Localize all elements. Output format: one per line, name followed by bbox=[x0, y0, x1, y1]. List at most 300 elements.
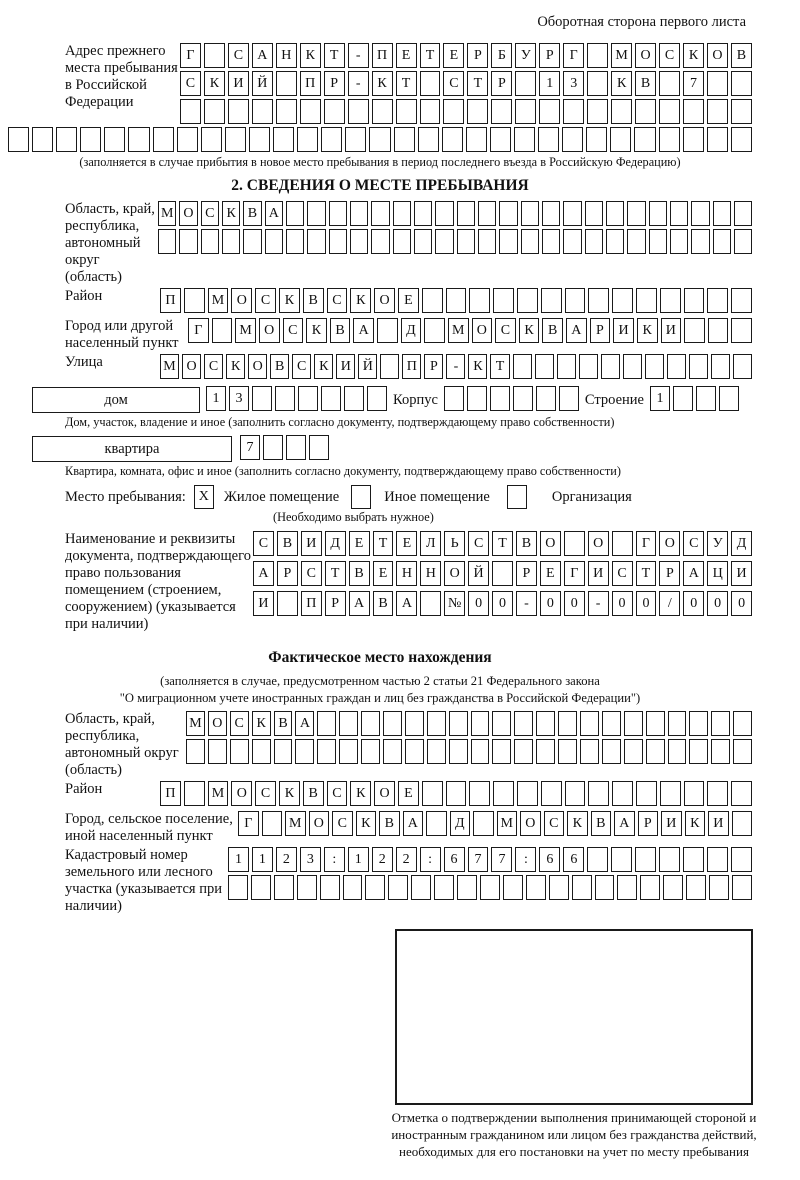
char-box[interactable]: У bbox=[515, 43, 536, 68]
char-box[interactable] bbox=[634, 127, 655, 152]
char-box[interactable] bbox=[466, 127, 487, 152]
char-box[interactable] bbox=[564, 531, 585, 556]
char-box[interactable]: Г bbox=[180, 43, 201, 68]
char-box[interactable] bbox=[184, 288, 205, 313]
char-box[interactable] bbox=[670, 229, 688, 254]
char-box[interactable] bbox=[320, 875, 340, 900]
char-box[interactable] bbox=[691, 201, 709, 226]
char-box[interactable]: С bbox=[612, 561, 633, 586]
char-box[interactable]: В bbox=[542, 318, 563, 343]
char-box[interactable] bbox=[514, 127, 535, 152]
char-box[interactable]: Е bbox=[396, 531, 417, 556]
char-box[interactable] bbox=[367, 386, 387, 411]
char-box[interactable]: М bbox=[160, 354, 179, 379]
char-box[interactable] bbox=[478, 229, 496, 254]
char-box[interactable]: : bbox=[515, 847, 536, 872]
char-box[interactable]: Т bbox=[324, 43, 345, 68]
char-box[interactable]: С bbox=[180, 71, 201, 96]
char-box[interactable] bbox=[201, 127, 222, 152]
char-box[interactable]: О bbox=[374, 288, 395, 313]
char-box[interactable] bbox=[411, 875, 431, 900]
char-box[interactable] bbox=[422, 288, 443, 313]
char-box[interactable] bbox=[420, 99, 441, 124]
char-box[interactable]: 0 bbox=[468, 591, 489, 616]
char-box[interactable] bbox=[252, 739, 271, 764]
char-box[interactable]: Г bbox=[563, 43, 584, 68]
char-box[interactable] bbox=[663, 875, 683, 900]
char-box[interactable] bbox=[521, 229, 539, 254]
char-box[interactable] bbox=[646, 739, 665, 764]
char-box[interactable] bbox=[513, 386, 533, 411]
char-box[interactable] bbox=[536, 711, 555, 736]
char-box[interactable] bbox=[492, 739, 511, 764]
char-box[interactable] bbox=[473, 811, 494, 836]
char-box[interactable]: К bbox=[519, 318, 540, 343]
char-box[interactable] bbox=[317, 711, 336, 736]
char-box[interactable] bbox=[565, 781, 586, 806]
char-box[interactable] bbox=[563, 201, 581, 226]
char-box[interactable]: И bbox=[661, 811, 682, 836]
char-box[interactable]: С bbox=[230, 711, 249, 736]
char-box[interactable]: И bbox=[301, 531, 322, 556]
char-box[interactable] bbox=[731, 781, 752, 806]
char-box[interactable]: С bbox=[327, 781, 348, 806]
char-box[interactable]: И bbox=[253, 591, 274, 616]
char-box[interactable] bbox=[683, 847, 704, 872]
char-box[interactable]: Д bbox=[731, 531, 752, 556]
char-box[interactable]: Р bbox=[638, 811, 659, 836]
char-box[interactable] bbox=[225, 127, 246, 152]
char-box[interactable]: Т bbox=[373, 531, 394, 556]
char-box[interactable]: К bbox=[204, 71, 225, 96]
char-box[interactable]: К bbox=[306, 318, 327, 343]
char-box[interactable]: / bbox=[659, 591, 680, 616]
char-box[interactable] bbox=[208, 739, 227, 764]
char-box[interactable]: - bbox=[348, 71, 369, 96]
char-box[interactable] bbox=[660, 288, 681, 313]
char-box[interactable]: С bbox=[292, 354, 311, 379]
char-box[interactable] bbox=[184, 781, 205, 806]
char-box[interactable] bbox=[580, 711, 599, 736]
char-box[interactable]: В bbox=[349, 561, 370, 586]
char-box[interactable] bbox=[689, 711, 708, 736]
checkbox-other-premises[interactable] bbox=[351, 485, 371, 509]
char-box[interactable] bbox=[668, 739, 687, 764]
char-box[interactable]: Е bbox=[540, 561, 561, 586]
char-box[interactable] bbox=[493, 288, 514, 313]
char-box[interactable]: Й bbox=[358, 354, 377, 379]
char-box[interactable] bbox=[610, 127, 631, 152]
char-box[interactable] bbox=[580, 739, 599, 764]
char-box[interactable] bbox=[277, 591, 298, 616]
char-box[interactable]: 1 bbox=[539, 71, 560, 96]
char-box[interactable]: А bbox=[295, 711, 314, 736]
char-box[interactable]: Р bbox=[325, 591, 346, 616]
char-box[interactable]: П bbox=[372, 43, 393, 68]
char-box[interactable]: М bbox=[497, 811, 518, 836]
char-box[interactable] bbox=[683, 99, 704, 124]
char-box[interactable]: 1 bbox=[348, 847, 369, 872]
char-box[interactable]: 1 bbox=[252, 847, 273, 872]
char-box[interactable] bbox=[422, 781, 443, 806]
char-box[interactable] bbox=[324, 99, 345, 124]
char-box[interactable]: Р bbox=[539, 43, 560, 68]
char-box[interactable] bbox=[177, 127, 198, 152]
char-box[interactable] bbox=[251, 875, 271, 900]
char-box[interactable] bbox=[734, 201, 752, 226]
char-box[interactable] bbox=[435, 229, 453, 254]
char-box[interactable] bbox=[559, 386, 579, 411]
char-box[interactable]: У bbox=[707, 531, 728, 556]
char-box[interactable] bbox=[645, 354, 664, 379]
char-box[interactable]: Т bbox=[490, 354, 509, 379]
char-box[interactable] bbox=[492, 561, 513, 586]
char-box[interactable] bbox=[8, 127, 29, 152]
char-box[interactable]: 3 bbox=[300, 847, 321, 872]
char-box[interactable]: - bbox=[446, 354, 465, 379]
char-box[interactable] bbox=[659, 847, 680, 872]
char-box[interactable]: А bbox=[403, 811, 424, 836]
char-box[interactable]: О bbox=[520, 811, 541, 836]
char-box[interactable] bbox=[212, 318, 233, 343]
char-box[interactable]: В bbox=[303, 288, 324, 313]
char-box[interactable]: К bbox=[372, 71, 393, 96]
char-box[interactable] bbox=[449, 711, 468, 736]
char-box[interactable]: Н bbox=[276, 43, 297, 68]
char-box[interactable]: С bbox=[443, 71, 464, 96]
char-box[interactable] bbox=[640, 875, 660, 900]
char-box[interactable]: 1 bbox=[228, 847, 249, 872]
char-box[interactable] bbox=[274, 739, 293, 764]
char-box[interactable]: 2 bbox=[396, 847, 417, 872]
char-box[interactable] bbox=[587, 99, 608, 124]
char-box[interactable] bbox=[612, 288, 633, 313]
char-box[interactable]: Е bbox=[349, 531, 370, 556]
char-box[interactable] bbox=[490, 127, 511, 152]
char-box[interactable] bbox=[297, 127, 318, 152]
char-box[interactable]: 6 bbox=[444, 847, 465, 872]
char-box[interactable]: В bbox=[516, 531, 537, 556]
char-box[interactable]: 7 bbox=[491, 847, 512, 872]
char-box[interactable]: Б bbox=[491, 43, 512, 68]
char-box[interactable]: 0 bbox=[636, 591, 657, 616]
char-box[interactable]: № bbox=[444, 591, 465, 616]
char-box[interactable]: А bbox=[265, 201, 283, 226]
char-box[interactable]: В bbox=[635, 71, 656, 96]
char-box[interactable] bbox=[478, 201, 496, 226]
char-box[interactable]: В bbox=[731, 43, 752, 68]
char-box[interactable] bbox=[659, 71, 680, 96]
char-box[interactable]: А bbox=[614, 811, 635, 836]
char-box[interactable] bbox=[276, 99, 297, 124]
char-box[interactable]: Г bbox=[238, 811, 259, 836]
char-box[interactable] bbox=[541, 288, 562, 313]
char-box[interactable] bbox=[624, 711, 643, 736]
char-box[interactable] bbox=[707, 781, 728, 806]
char-box[interactable]: Н bbox=[420, 561, 441, 586]
char-box[interactable]: 0 bbox=[683, 591, 704, 616]
char-box[interactable]: Р bbox=[424, 354, 443, 379]
char-box[interactable] bbox=[503, 875, 523, 900]
char-box[interactable] bbox=[514, 739, 533, 764]
char-box[interactable]: М bbox=[285, 811, 306, 836]
char-box[interactable] bbox=[329, 201, 347, 226]
char-box[interactable] bbox=[515, 99, 536, 124]
char-box[interactable] bbox=[515, 71, 536, 96]
char-box[interactable]: И bbox=[336, 354, 355, 379]
char-box[interactable]: 0 bbox=[492, 591, 513, 616]
char-box[interactable]: Р bbox=[516, 561, 537, 586]
char-box[interactable] bbox=[612, 781, 633, 806]
char-box[interactable]: Й bbox=[468, 561, 489, 586]
char-box[interactable] bbox=[274, 875, 294, 900]
char-box[interactable] bbox=[204, 99, 225, 124]
char-box[interactable]: Д bbox=[450, 811, 471, 836]
char-box[interactable] bbox=[427, 711, 446, 736]
char-box[interactable] bbox=[307, 229, 325, 254]
char-box[interactable]: С bbox=[204, 354, 223, 379]
char-box[interactable]: М bbox=[208, 781, 229, 806]
char-box[interactable] bbox=[414, 201, 432, 226]
char-box[interactable] bbox=[179, 229, 197, 254]
char-box[interactable] bbox=[660, 781, 681, 806]
char-box[interactable] bbox=[369, 127, 390, 152]
char-box[interactable]: О bbox=[635, 43, 656, 68]
char-box[interactable]: 1 bbox=[206, 386, 226, 411]
char-box[interactable] bbox=[646, 711, 665, 736]
char-box[interactable]: С bbox=[253, 531, 274, 556]
char-box[interactable]: В bbox=[303, 781, 324, 806]
char-box[interactable]: П bbox=[402, 354, 421, 379]
char-box[interactable] bbox=[731, 318, 752, 343]
char-box[interactable]: Т bbox=[467, 71, 488, 96]
char-box[interactable] bbox=[606, 229, 624, 254]
char-box[interactable] bbox=[731, 847, 752, 872]
char-box[interactable] bbox=[418, 127, 439, 152]
char-box[interactable] bbox=[339, 711, 358, 736]
char-box[interactable]: М bbox=[611, 43, 632, 68]
char-box[interactable]: В bbox=[379, 811, 400, 836]
char-box[interactable] bbox=[606, 201, 624, 226]
char-box[interactable] bbox=[457, 875, 477, 900]
char-box[interactable]: О bbox=[540, 531, 561, 556]
char-box[interactable] bbox=[557, 354, 576, 379]
char-box[interactable] bbox=[252, 386, 272, 411]
char-box[interactable] bbox=[558, 711, 577, 736]
char-box[interactable]: К bbox=[222, 201, 240, 226]
char-box[interactable] bbox=[243, 229, 261, 254]
char-box[interactable]: П bbox=[301, 591, 322, 616]
char-box[interactable]: Е bbox=[398, 781, 419, 806]
char-box[interactable]: А bbox=[683, 561, 704, 586]
char-box[interactable] bbox=[467, 386, 487, 411]
char-box[interactable] bbox=[733, 354, 752, 379]
char-box[interactable]: 0 bbox=[731, 591, 752, 616]
char-box[interactable]: Л bbox=[420, 531, 441, 556]
char-box[interactable] bbox=[388, 875, 408, 900]
char-box[interactable]: С bbox=[228, 43, 249, 68]
char-box[interactable] bbox=[684, 318, 705, 343]
char-box[interactable]: М bbox=[186, 711, 205, 736]
char-box[interactable]: В bbox=[373, 591, 394, 616]
char-box[interactable] bbox=[627, 229, 645, 254]
char-box[interactable] bbox=[276, 71, 297, 96]
char-box[interactable] bbox=[623, 354, 642, 379]
char-box[interactable] bbox=[80, 127, 101, 152]
char-box[interactable] bbox=[321, 127, 342, 152]
char-box[interactable] bbox=[394, 127, 415, 152]
char-box[interactable]: М bbox=[158, 201, 176, 226]
char-box[interactable] bbox=[563, 229, 581, 254]
char-box[interactable]: Е bbox=[443, 43, 464, 68]
char-box[interactable] bbox=[298, 386, 318, 411]
char-box[interactable]: О bbox=[248, 354, 267, 379]
char-box[interactable] bbox=[659, 99, 680, 124]
char-box[interactable] bbox=[104, 127, 125, 152]
char-box[interactable] bbox=[734, 229, 752, 254]
char-box[interactable] bbox=[635, 99, 656, 124]
char-box[interactable]: К bbox=[356, 811, 377, 836]
char-box[interactable]: Р bbox=[590, 318, 611, 343]
char-box[interactable]: : bbox=[324, 847, 345, 872]
char-box[interactable]: Р bbox=[659, 561, 680, 586]
char-box[interactable] bbox=[536, 739, 555, 764]
char-box[interactable] bbox=[535, 354, 554, 379]
char-box[interactable] bbox=[611, 847, 632, 872]
char-box[interactable] bbox=[365, 875, 385, 900]
char-box[interactable]: 0 bbox=[612, 591, 633, 616]
char-box[interactable]: П bbox=[160, 288, 181, 313]
char-box[interactable] bbox=[696, 386, 716, 411]
char-box[interactable] bbox=[317, 739, 336, 764]
char-box[interactable]: 0 bbox=[707, 591, 728, 616]
char-box[interactable]: Р bbox=[491, 71, 512, 96]
char-box[interactable]: В bbox=[330, 318, 351, 343]
char-box[interactable] bbox=[426, 811, 447, 836]
char-box[interactable]: И bbox=[731, 561, 752, 586]
char-box[interactable]: О bbox=[588, 531, 609, 556]
char-box[interactable]: С bbox=[683, 531, 704, 556]
char-box[interactable] bbox=[542, 229, 560, 254]
char-box[interactable] bbox=[286, 229, 304, 254]
char-box[interactable] bbox=[517, 781, 538, 806]
char-box[interactable]: Р bbox=[277, 561, 298, 586]
char-box[interactable] bbox=[348, 99, 369, 124]
char-box[interactable]: К bbox=[683, 43, 704, 68]
char-box[interactable]: 6 bbox=[563, 847, 584, 872]
char-box[interactable]: 2 bbox=[276, 847, 297, 872]
char-box[interactable] bbox=[684, 781, 705, 806]
char-box[interactable]: К bbox=[252, 711, 271, 736]
char-box[interactable] bbox=[707, 847, 728, 872]
char-box[interactable] bbox=[517, 288, 538, 313]
char-box[interactable] bbox=[371, 201, 389, 226]
char-box[interactable] bbox=[263, 435, 283, 460]
char-box[interactable] bbox=[201, 229, 219, 254]
char-box[interactable] bbox=[228, 875, 248, 900]
char-box[interactable] bbox=[228, 99, 249, 124]
char-box[interactable] bbox=[513, 354, 532, 379]
char-box[interactable] bbox=[471, 711, 490, 736]
char-box[interactable] bbox=[595, 875, 615, 900]
char-box[interactable]: К bbox=[350, 288, 371, 313]
char-box[interactable] bbox=[539, 99, 560, 124]
char-box[interactable] bbox=[490, 386, 510, 411]
checkbox-residential[interactable]: X bbox=[194, 485, 214, 509]
char-box[interactable]: О bbox=[259, 318, 280, 343]
char-box[interactable] bbox=[372, 99, 393, 124]
char-box[interactable] bbox=[572, 875, 592, 900]
char-box[interactable] bbox=[689, 739, 708, 764]
char-box[interactable] bbox=[542, 201, 560, 226]
char-box[interactable] bbox=[491, 99, 512, 124]
char-box[interactable]: Т bbox=[396, 71, 417, 96]
apartment-type-box[interactable]: квартира bbox=[32, 436, 232, 462]
char-box[interactable] bbox=[467, 99, 488, 124]
char-box[interactable]: С bbox=[468, 531, 489, 556]
char-box[interactable]: И bbox=[613, 318, 634, 343]
char-box[interactable] bbox=[153, 127, 174, 152]
char-box[interactable] bbox=[222, 229, 240, 254]
char-box[interactable] bbox=[733, 739, 752, 764]
char-box[interactable] bbox=[249, 127, 270, 152]
char-box[interactable] bbox=[707, 288, 728, 313]
char-box[interactable]: О bbox=[374, 781, 395, 806]
char-box[interactable] bbox=[562, 127, 583, 152]
char-box[interactable]: О bbox=[231, 288, 252, 313]
char-box[interactable]: О bbox=[659, 531, 680, 556]
char-box[interactable]: С bbox=[659, 43, 680, 68]
char-box[interactable]: О bbox=[472, 318, 493, 343]
char-box[interactable] bbox=[343, 875, 363, 900]
char-box[interactable]: 3 bbox=[563, 71, 584, 96]
char-box[interactable] bbox=[204, 43, 225, 68]
char-box[interactable] bbox=[732, 811, 753, 836]
char-box[interactable]: Т bbox=[492, 531, 513, 556]
char-box[interactable]: И bbox=[588, 561, 609, 586]
char-box[interactable] bbox=[684, 288, 705, 313]
char-box[interactable]: А bbox=[349, 591, 370, 616]
char-box[interactable] bbox=[396, 99, 417, 124]
char-box[interactable]: Ц bbox=[707, 561, 728, 586]
char-box[interactable] bbox=[588, 781, 609, 806]
char-box[interactable]: 2 bbox=[372, 847, 393, 872]
house-type-box[interactable]: дом bbox=[32, 387, 200, 413]
char-box[interactable]: С bbox=[283, 318, 304, 343]
char-box[interactable] bbox=[711, 711, 730, 736]
char-box[interactable] bbox=[558, 739, 577, 764]
char-box[interactable] bbox=[587, 43, 608, 68]
char-box[interactable]: 6 bbox=[539, 847, 560, 872]
char-box[interactable] bbox=[309, 435, 329, 460]
char-box[interactable] bbox=[443, 99, 464, 124]
char-box[interactable] bbox=[361, 711, 380, 736]
char-box[interactable] bbox=[434, 875, 454, 900]
char-box[interactable] bbox=[393, 201, 411, 226]
char-box[interactable] bbox=[449, 739, 468, 764]
char-box[interactable] bbox=[300, 99, 321, 124]
char-box[interactable]: И bbox=[708, 811, 729, 836]
char-box[interactable] bbox=[617, 875, 637, 900]
char-box[interactable]: С bbox=[201, 201, 219, 226]
char-box[interactable] bbox=[541, 781, 562, 806]
char-box[interactable] bbox=[691, 229, 709, 254]
char-box[interactable] bbox=[713, 229, 731, 254]
char-box[interactable] bbox=[273, 127, 294, 152]
char-box[interactable] bbox=[707, 127, 728, 152]
char-box[interactable]: С bbox=[327, 288, 348, 313]
char-box[interactable] bbox=[624, 739, 643, 764]
